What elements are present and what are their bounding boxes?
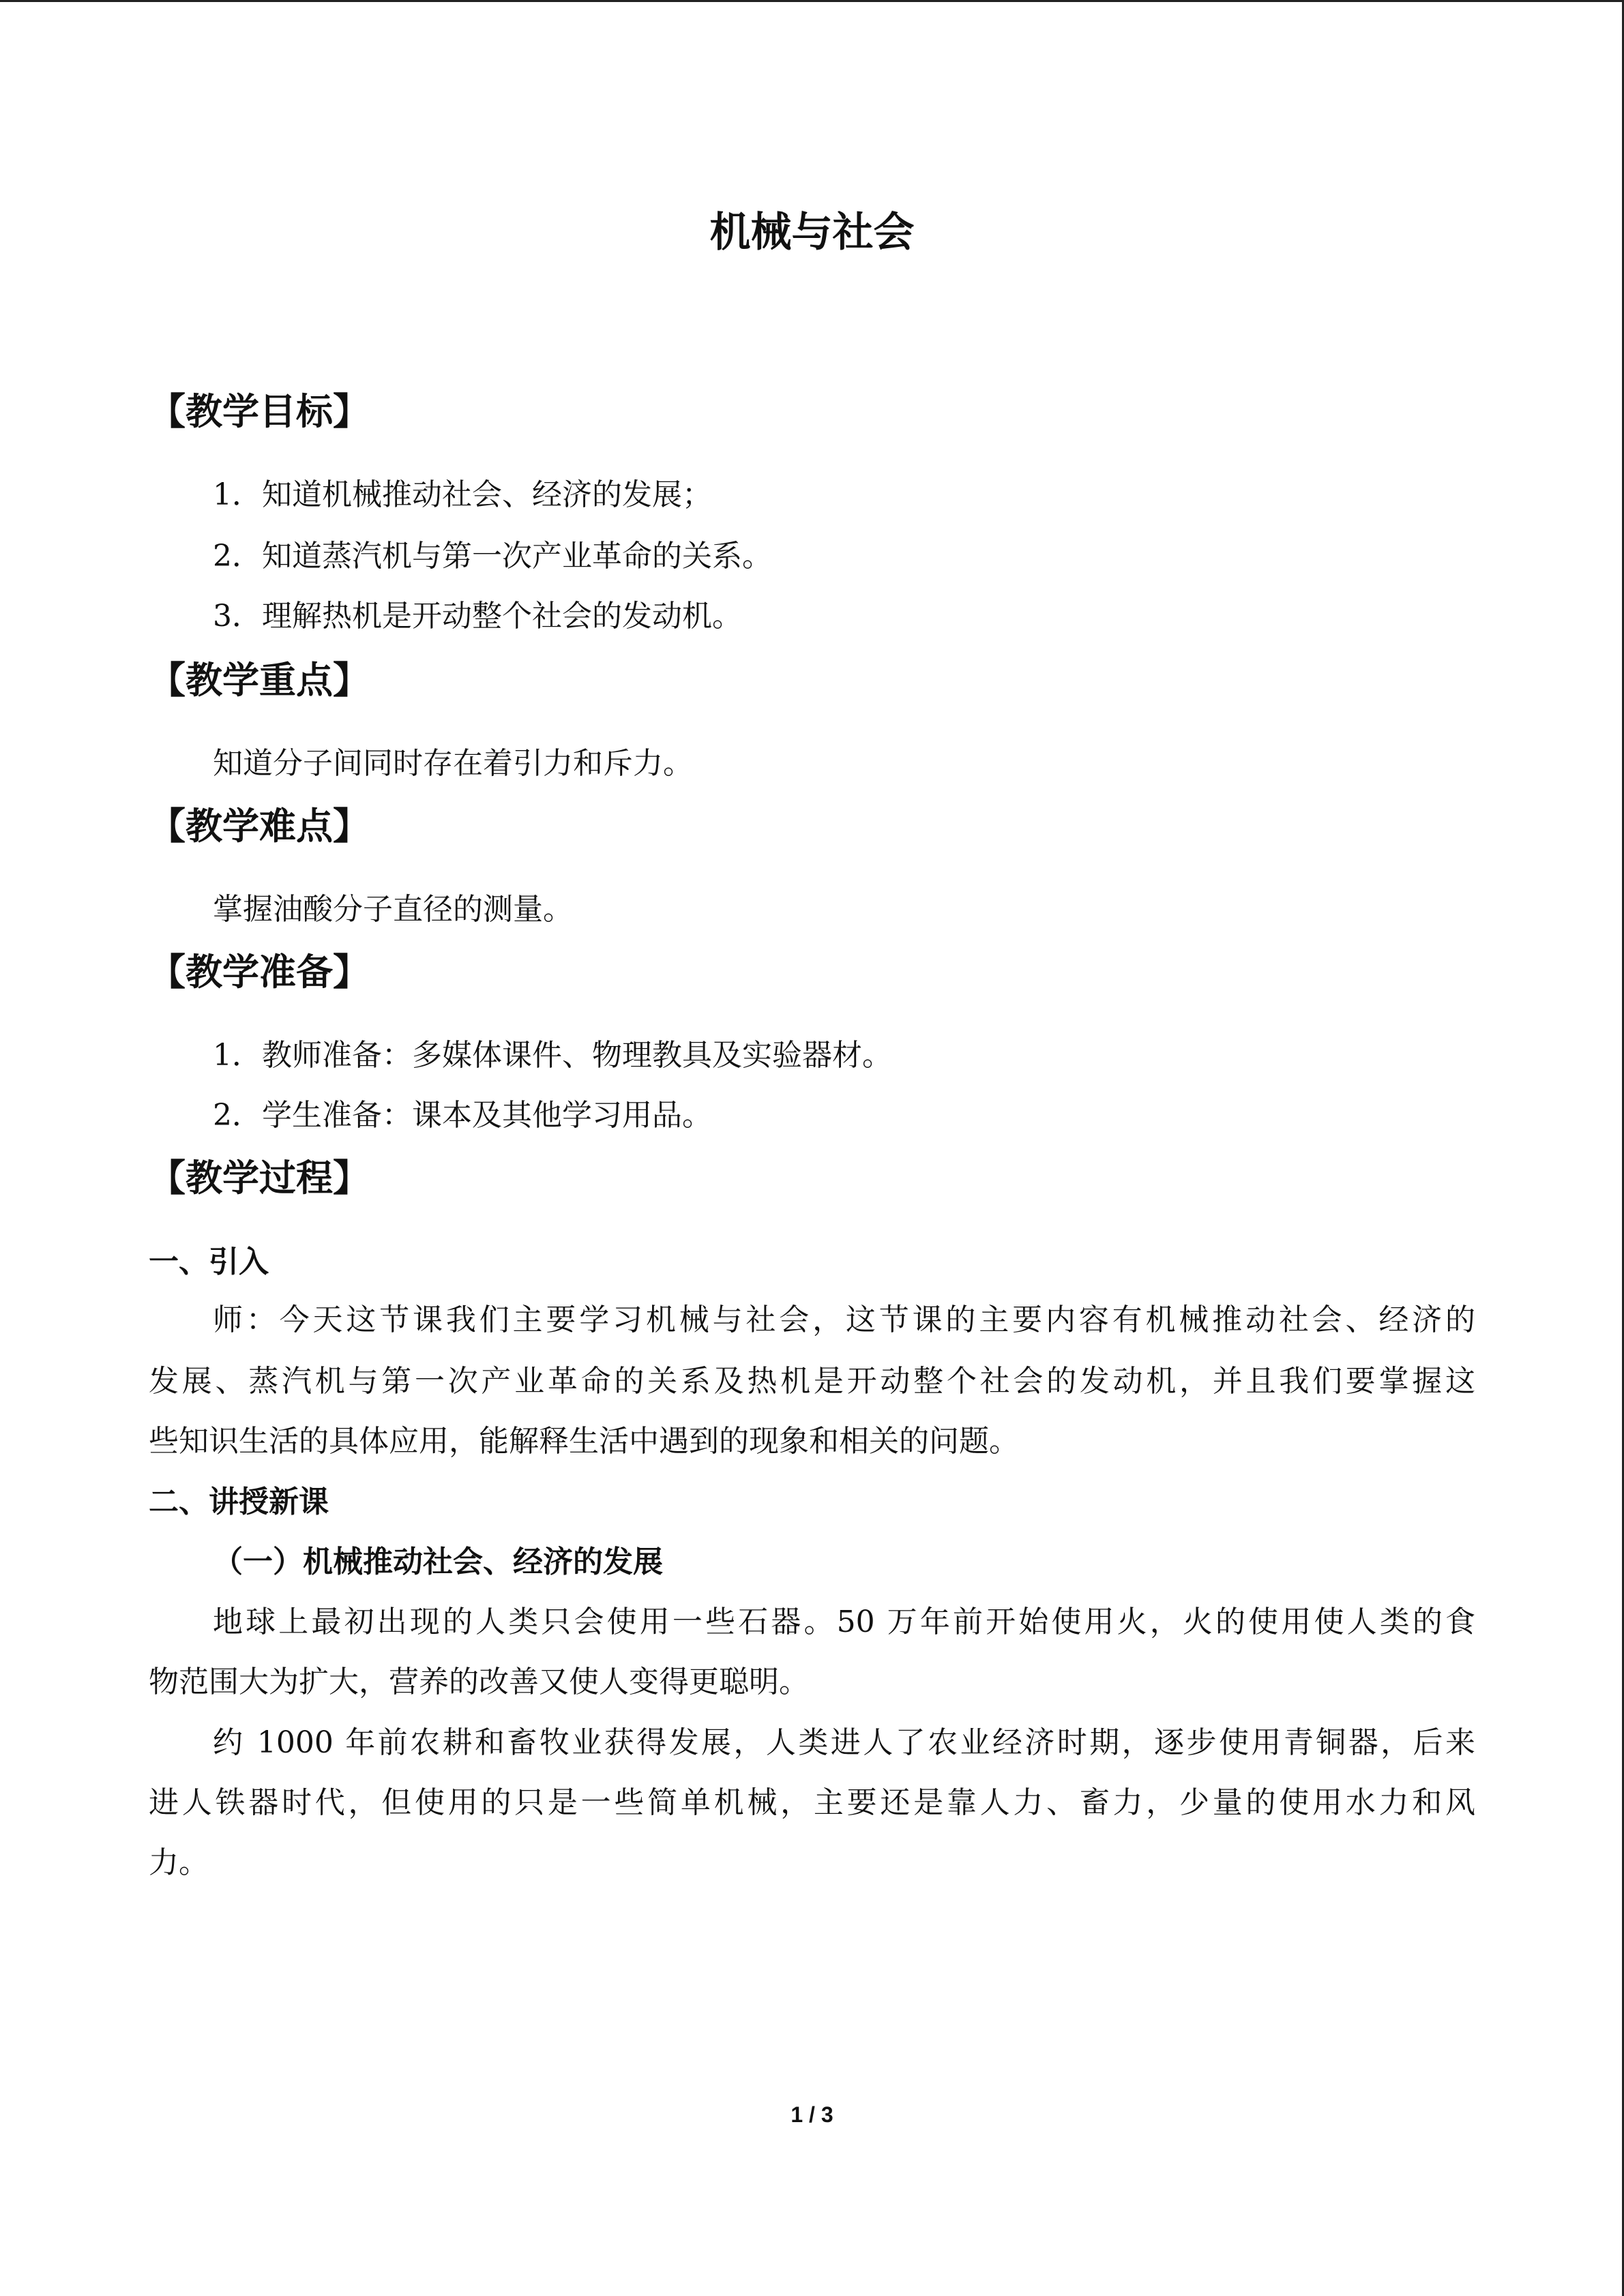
intro-paragraph-line: 师：今天这节课我们主要学习机械与社会，这节课的主要内容有机械推动社会、经济的 (213, 1302, 1475, 1337)
paragraph-line: 约 1000 年前农耕和畜牧业获得发展，人类进人了农业经济时期，逐步使用青铜器，后来 (213, 1725, 1475, 1760)
section-heading-goals: 【教学目标】 (149, 390, 370, 433)
preparation-item: 2．学生准备：课本及其他学习用品。 (213, 1098, 712, 1133)
difficulties-text: 掌握油酸分子直径的测量。 (213, 892, 573, 927)
intro-paragraph-line: 些知识生活的具体应用，能解释生活中遇到的现象和相关的问题。 (149, 1424, 1019, 1459)
intro-paragraph-line: 发展、蒸汽机与第一次产业革命的关系及热机是开动整个社会的发动机，并且我们要掌握这 (149, 1364, 1475, 1399)
goal-item: 2．知道蒸汽机与第一次产业革命的关系。 (213, 539, 772, 573)
section-heading-difficulties: 【教学难点】 (149, 805, 370, 848)
intro-heading: 一、引入 (149, 1244, 269, 1279)
preparation-item: 1．教师准备：多媒体课件、物理教具及实验器材。 (213, 1038, 892, 1073)
key-points-text: 知道分子间同时存在着引力和斥力。 (213, 746, 693, 781)
section-heading-process: 【教学过程】 (149, 1157, 370, 1199)
subheading-machinery-development: （一）机械推动社会、经济的发展 (213, 1545, 663, 1579)
page-number: 1 / 3 (791, 2102, 833, 2127)
page-title: 机械与社会 (709, 209, 915, 256)
section-heading-preparation: 【教学准备】 (149, 951, 370, 994)
paragraph-line: 力。 (149, 1845, 209, 1880)
paragraph-line: 进人铁器时代，但使用的只是一些简单机械，主要还是靠人力、畜力，少量的使用水力和风 (149, 1785, 1475, 1820)
page-border-top (0, 0, 1624, 2)
section-heading-key-points: 【教学重点】 (149, 659, 370, 702)
paragraph-line: 物范围大为扩大，营养的改善又使人变得更聪明。 (149, 1665, 809, 1699)
goal-item: 1．知道机械推动社会、经济的发展； (213, 477, 712, 512)
paragraph-line: 地球上最初出现的人类只会使用一些石器。50 万年前开始使用火，火的使用使人类的食 (213, 1605, 1475, 1639)
goal-item: 3．理解热机是开动整个社会的发动机。 (213, 599, 742, 633)
new-lesson-heading: 二、讲授新课 (149, 1485, 329, 1519)
